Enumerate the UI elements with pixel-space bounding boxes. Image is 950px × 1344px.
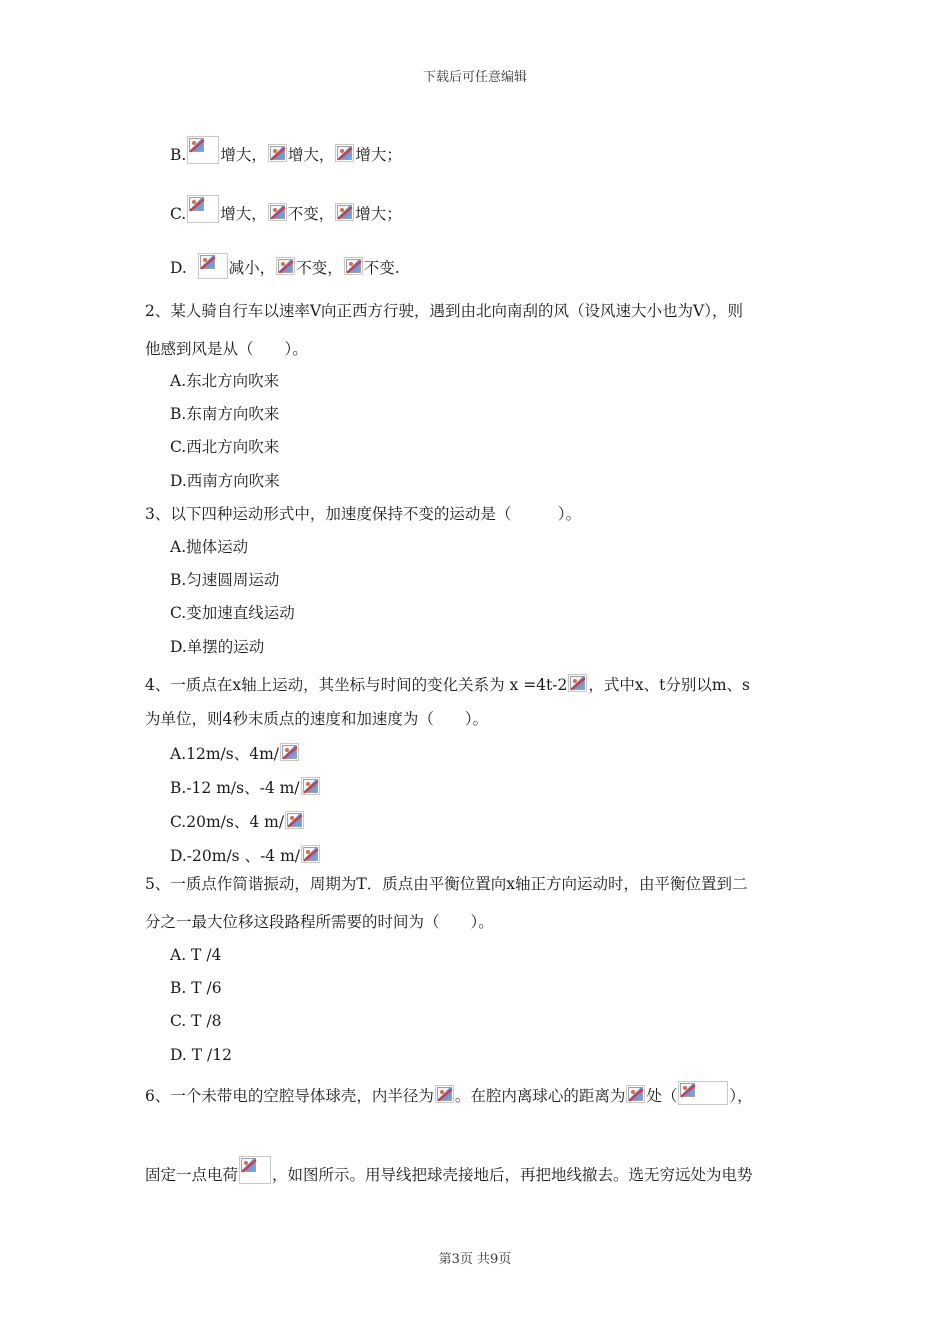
option-text: 增大，: [220, 205, 267, 223]
q3-stem: 3、以下四种运动形式中，加速度保持不变的运动是（ ）。: [145, 505, 582, 523]
option-text: 增大；: [355, 205, 402, 223]
formula-image-icon: [626, 1085, 645, 1103]
stem-text: 4、一质点在x轴上运动，其坐标与时间的变化关系为 x =4t-2: [145, 676, 568, 694]
stem-text: 固定一点电荷: [145, 1166, 239, 1184]
q1-option-d[interactable]: [170, 253, 400, 279]
formula-image-icon: [344, 257, 363, 275]
formula-image-icon: [335, 203, 354, 221]
q2-option-b[interactable]: B.东南方向吹来: [170, 405, 280, 423]
option-text: 不变，: [287, 205, 335, 223]
q4-stem-line-2: 为单位，则4秒末质点的速度和加速度为（ ）。: [145, 710, 489, 728]
formula-image-icon: [678, 1081, 728, 1105]
q5-option-c[interactable]: C. T /8: [170, 1012, 222, 1030]
q4-stem-line-1: [145, 674, 750, 695]
q6-stem-line-1: [145, 1081, 753, 1106]
formula-image-icon: [268, 144, 287, 162]
stem-text: 6、一个未带电的空腔导体球壳，内半径为: [145, 1087, 434, 1105]
q2-stem-line-1: 2、某人骑自行车以速率V向正西方行驶，遇到由北向南刮的风（设风速大小也为V），则: [145, 302, 744, 320]
option-label: D.: [170, 259, 187, 277]
option-label: C.: [170, 205, 187, 223]
formula-image-icon: [435, 1085, 454, 1103]
formula-image-icon: [280, 743, 299, 761]
page-header: 下载后可任意编辑: [422, 70, 527, 85]
q4-option-b[interactable]: [170, 777, 321, 798]
option-text: 增大；: [355, 146, 402, 164]
q1-option-b[interactable]: [170, 136, 402, 165]
formula-image-icon: [187, 136, 219, 164]
stem-text: ，如图所示。用导线把球壳接地后，再把地线撤去。选无穷远处为电势: [272, 1166, 753, 1184]
q5-stem-line-2: 分之一最大位移这段路程所需要的时间为（ ）。: [145, 913, 494, 931]
q5-stem-line-1: 5、一质点作简谐振动，周期为T．质点由平衡位置向x轴正方向运动时，由平衡位置到二: [145, 875, 748, 893]
formula-image-icon: [285, 811, 304, 829]
q2-option-d[interactable]: D.西南方向吹来: [170, 472, 280, 490]
q6-stem-line-2: [145, 1156, 753, 1185]
option-text: D.-20m/s 、-4 m/: [170, 847, 301, 865]
q2-option-a[interactable]: A.东北方向吹来: [170, 372, 280, 390]
q5-option-d[interactable]: D. T /12: [170, 1046, 232, 1064]
stem-text: 处（: [646, 1087, 678, 1105]
stem-text: ，式中x、t分别以m、s: [588, 676, 751, 694]
stem-text: 。在腔内离球心的距离为: [454, 1087, 626, 1105]
option-text: 不变.: [363, 259, 400, 277]
page-footer: 第3页 共9页: [438, 1252, 512, 1267]
q3-option-a[interactable]: A.抛体运动: [170, 538, 249, 556]
q4-option-c[interactable]: [170, 811, 305, 832]
option-text: C.20m/s、4 m/: [170, 813, 285, 831]
option-text: 不变，: [296, 259, 343, 277]
q3-option-c[interactable]: C.变加速直线运动: [170, 604, 295, 622]
q2-option-c[interactable]: C.西北方向吹来: [170, 438, 280, 456]
option-text: 增大，: [220, 146, 267, 164]
q5-option-a[interactable]: A. T /4: [170, 946, 222, 964]
formula-image-icon: [198, 253, 228, 279]
q5-option-b[interactable]: B. T /6: [170, 979, 222, 997]
option-text: B.-12 m/s、-4 m/: [170, 779, 300, 797]
formula-image-icon: [268, 203, 287, 221]
formula-image-icon: [301, 845, 320, 863]
option-text: 增大，: [287, 146, 335, 164]
stem-text: ），: [729, 1087, 753, 1105]
q2-stem-line-2: 他感到风是从（ ）。: [145, 340, 308, 358]
q4-option-d[interactable]: [170, 845, 321, 866]
formula-image-icon: [187, 195, 219, 223]
option-text: A.12m/s、4m/: [170, 745, 279, 763]
formula-image-icon: [568, 674, 587, 692]
q3-option-d[interactable]: D.单摆的运动: [170, 638, 265, 656]
option-label: B.: [170, 146, 187, 164]
q3-option-b[interactable]: B.匀速圆周运动: [170, 571, 280, 589]
formula-image-icon: [335, 144, 354, 162]
formula-image-icon: [239, 1156, 271, 1184]
option-text: 减小，: [228, 259, 276, 277]
q1-option-c[interactable]: [170, 195, 402, 224]
formula-image-icon: [276, 257, 295, 275]
formula-image-icon: [301, 777, 320, 795]
q4-option-a[interactable]: [170, 743, 300, 764]
